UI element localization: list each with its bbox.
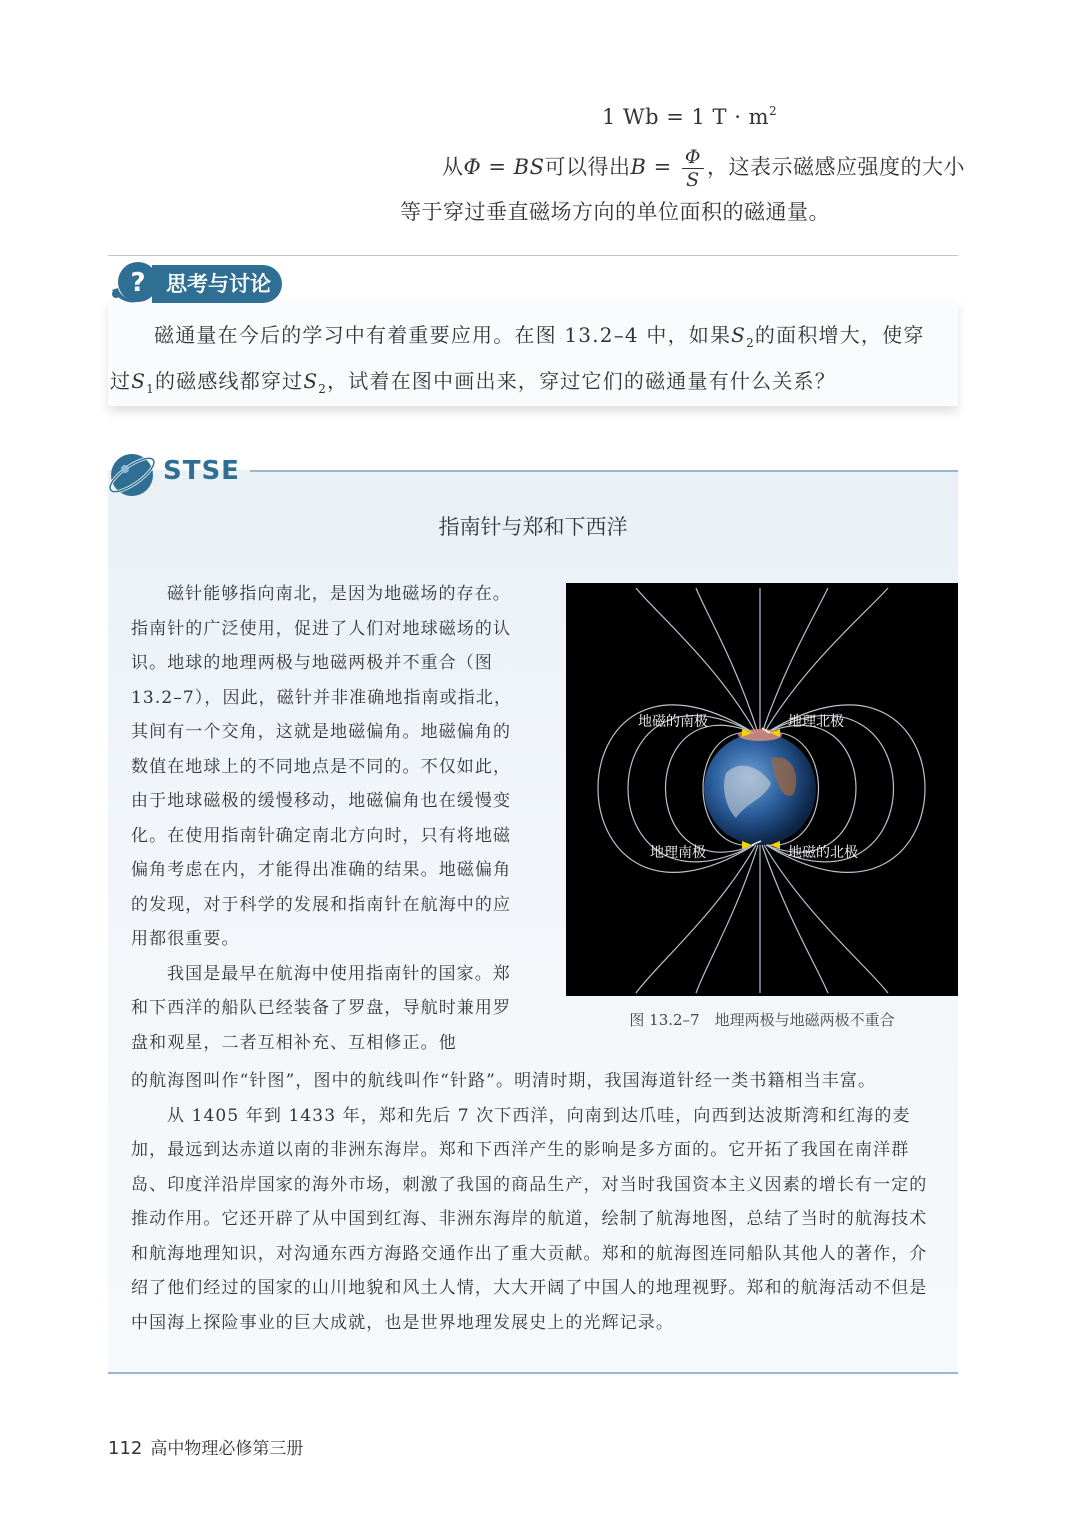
formula-fraction: [682, 146, 704, 191]
think-label: 思考与讨论: [152, 265, 282, 303]
label-geomagnetic-north-pole: 地磁的北极: [788, 845, 858, 861]
think-text-2: 的面积增大，使穿过: [110, 323, 925, 393]
think-s1-sub: 1: [146, 382, 155, 396]
stse-column-text: [131, 577, 526, 1060]
think-text-3: 的磁感线都穿过: [154, 369, 304, 393]
formula-B: B: [630, 155, 647, 179]
unit-formula: [602, 104, 777, 129]
stse-paragraph-1: 磁针能够指向南北，是因为地磁场的存在。指南针的广泛使用，促进了人们对地球磁场的认识。地球的地理两极与地磁两极并不重合（图 13.2–7），因此，磁针并非准确地指南或指北，其间有一个交角，这就是地磁偏角。地磁偏角的数值在地球上的不同地点是不同的。不仅如此，由于地球磁极的缓慢移动，地磁偏角也在缓慢变化。在使用指南针确定南北方向时，只有将地磁偏角考虑在内，才能得出准确的结果。地磁偏角的发现，对于科学的发展和指南针在航海中的应用都很重要。: [131, 584, 513, 949]
flux-density-formula: [442, 146, 965, 191]
label-geomagnetic-south-pole: 地磁的南极: [638, 714, 708, 730]
formula-text-a: 从: [442, 155, 464, 179]
stse-paragraph-3: 从 1405 年到 1433 年，郑和先后 7 次下西洋，向南到达爪哇，向西到达波斯湾和红海的麦加，最远到达赤道以南的非洲东海岸。郑和下西洋产生的影响是多方面的。它开拓了我国在南洋群岛、印度洋沿岸国家的海外市场，刺激了我国的商品生产，对当时我国资本主义因素的增长有一定的推动作用。它还开辟了从中国到红海、非洲东海岸的航道，绘制了航海地图，总结了当时的航海技术和航海地理知识，对沟通东西方海路交通作出了重大贡献。郑和的航海图连同船队其他人的著作，介绍了他们经过的国家的山川地貌和风土人情，大大开阔了中国人的地理视野。郑和的航海活动不但是中国海上探险事业的巨大成就，也是世界地理发展史上的光辉记录。: [131, 1105, 928, 1333]
unit-formula-text: 1 Wb = 1 T · m: [602, 105, 769, 129]
unit-exponent: 2: [769, 104, 778, 118]
fraction-denominator: S: [686, 169, 700, 191]
think-s1-letter: S: [131, 369, 147, 393]
formula-eq: =: [481, 155, 514, 179]
think-s2-sub: 2: [746, 336, 755, 350]
page-footer: [108, 1434, 303, 1459]
stse-title: 指南针与郑和下西洋: [438, 515, 628, 539]
formula-text-c: ，这表示磁感应强度的大小: [706, 155, 965, 179]
think-text-4: ，试着在图中画出来，穿过它们的磁通量有什么关系？: [327, 369, 836, 393]
label-geographic-south-pole: 地理南极: [650, 845, 706, 861]
page-number: 112: [108, 1438, 143, 1459]
fraction-numerator: Φ: [682, 146, 704, 169]
think-s2b-letter: S: [303, 369, 319, 393]
formula-phi: Φ: [463, 155, 482, 179]
think-text-1: 磁通量在今后的学习中有着重要应用。在图 13.2–4 中，如果: [154, 323, 732, 347]
svg-text:?: ?: [130, 268, 146, 298]
figure-caption: 图 13.2–7 地理两极与地磁两极不重合: [629, 1011, 895, 1029]
stse-full-text: [131, 1064, 939, 1340]
stse-globe-icon: [107, 450, 157, 500]
formula-bs: BS: [513, 155, 545, 179]
formula-line3: 等于穿过垂直磁场方向的单位面积的磁通量。: [400, 200, 830, 224]
formula-text-b: 可以得出: [544, 155, 631, 179]
stse-paragraph-2-continued: 的航海图叫作“针图”，图中的航线叫作“针路”。明清时期，我国海道针经一类书籍相当丰富。: [131, 1071, 877, 1091]
stse-paragraph-2: 我国是最早在航海中使用指南针的国家。郑和下西洋的船队已经装备了罗盘，导航时兼用罗盘和观星，二者互相补充、互相修正。他: [131, 963, 512, 1053]
label-geographic-north-pole: 地理北极: [788, 714, 844, 730]
book-title: 高中物理必修第三册: [150, 1439, 304, 1459]
earth-magnetic-field-figure: [566, 583, 958, 996]
think-s2-letter: S: [731, 323, 747, 347]
formula-eq2: =: [646, 155, 679, 179]
stse-top-rule: [250, 470, 958, 472]
think-rule: [108, 255, 958, 256]
stse-bottom-rule: [108, 1372, 958, 1374]
stse-word: STSE: [163, 456, 240, 486]
magnetic-field-lines-illustration: [566, 583, 958, 996]
think-s2b-sub: 2: [318, 382, 328, 396]
think-text: [110, 316, 940, 408]
